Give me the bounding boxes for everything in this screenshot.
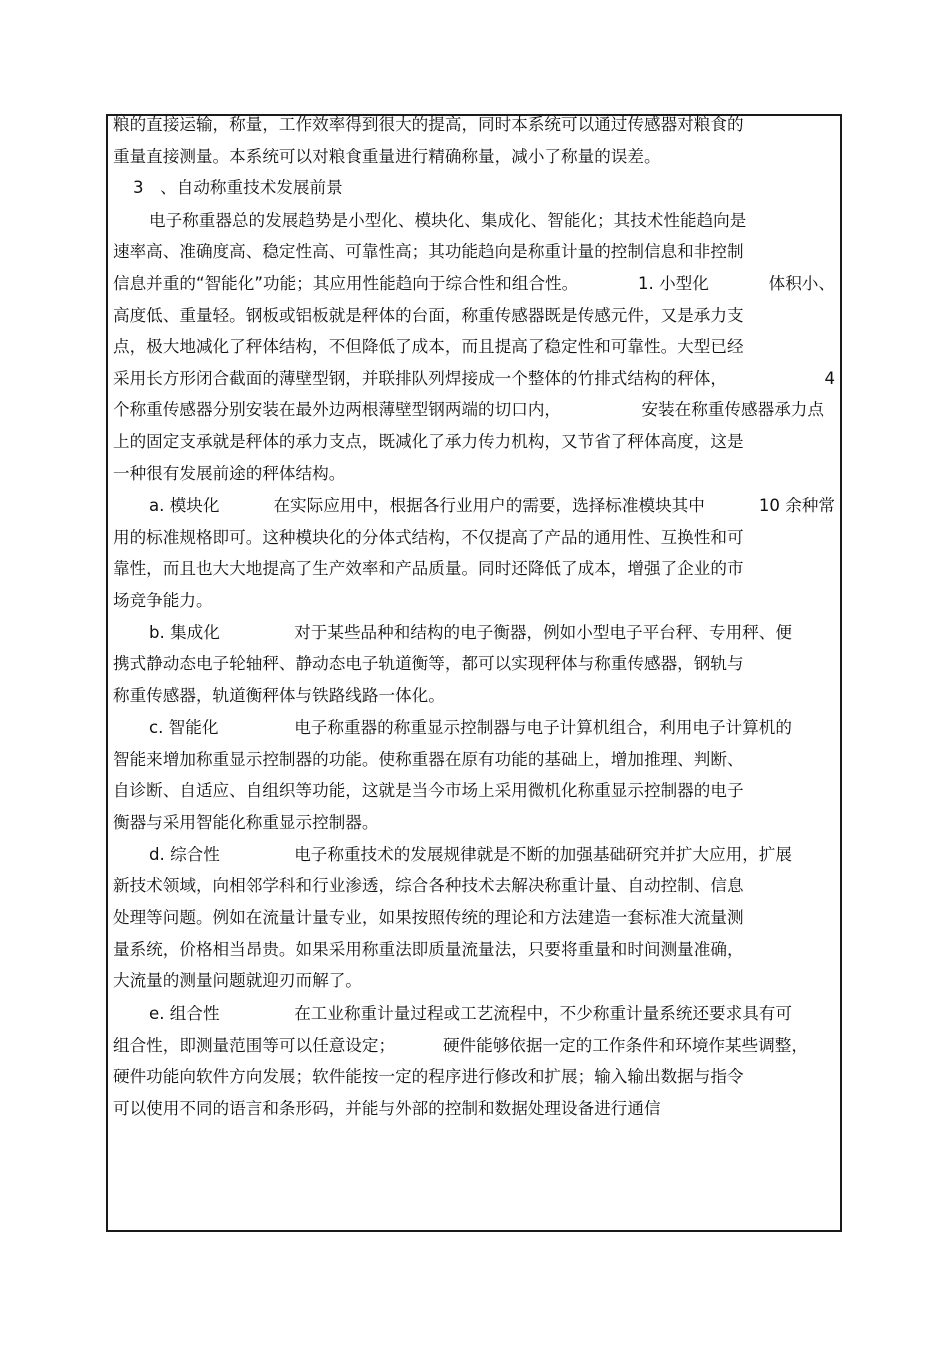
text-line — [149, 842, 792, 868]
text-segment: 电子称重器总的发展趋势是小型化、模块化、集成化、智能化；其技术性能趋向是 — [149, 211, 747, 230]
text-line — [113, 1033, 808, 1059]
text-segment: c. 智能化 — [149, 718, 219, 737]
text-line — [149, 715, 792, 741]
text-segment: 携式静动态电子轮轴秤、静动态电子轨道衡等，都可以实现秤体与称重传感器，钢轨与 — [113, 654, 744, 673]
text-line — [149, 1001, 792, 1027]
text-segment: 硬件功能向软件方向发展；软件能按一定的程序进行修改和扩展；输入输出数据与指令 — [113, 1067, 744, 1086]
text-line — [113, 525, 791, 551]
text-segment: 信息并重的“智能化”功能；其应用性能趋向于综合性和组合性。 — [113, 274, 579, 293]
text-line — [113, 461, 373, 487]
text-line — [133, 175, 373, 201]
text-segment: 采用长方形闭合截面的薄壁型钢，并联排队列焊接成一个整体的竹排式结构的秤体， — [113, 369, 727, 388]
text-line — [113, 937, 783, 963]
text-line — [113, 239, 791, 265]
text-line — [113, 683, 473, 709]
text-line — [113, 271, 835, 297]
text-segment: a. 模块化 — [149, 496, 220, 515]
text-segment: 大流量的测量问题就迎刃而解了。 — [113, 971, 362, 990]
text-segment: 靠性，而且也大大地提高了生产效率和产品质量。同时还降低了成本，增强了企业的市 — [113, 559, 744, 578]
text-segment: e. 组合性 — [149, 1004, 220, 1023]
text-segment: 智能来增加称重显示控制器的功能。使称重器在原有功能的基础上，增加推理、判断、 — [113, 750, 744, 769]
text-segment: 量系统，价格相当昂贵。如果采用称重法即质量流量法，只要将重量和时间测量准确， — [113, 940, 744, 959]
text-segment: d. 综合性 — [149, 845, 220, 864]
text-line — [113, 303, 791, 329]
text-line — [113, 397, 824, 423]
text-segment: 高度低、重量轻。钢板或铝板就是秤体的台面，称重传感器既是传感元件，又是承力支 — [113, 306, 744, 325]
text-segment: 处理等问题。例如在流量计量专业，如果按照传统的理论和方法建造一套标准大流量测 — [113, 908, 744, 927]
text-segment: 1. 小型化 — [637, 274, 709, 293]
text-line — [113, 810, 393, 836]
text-segment: 在实际应用中，根据各行业用户的需要，选择标准模块其中 — [273, 496, 705, 515]
text-line — [113, 1064, 791, 1090]
text-line — [113, 144, 693, 170]
text-line — [113, 747, 783, 773]
text-segment: 电子称重器的称重显示控制器与电子计算机组合，利用电子计算机的 — [294, 718, 792, 737]
text-segment: 点，极大地减化了秤体结构，不但降低了成本，而且提高了稳定性和可靠性。大型已经 — [113, 337, 744, 356]
text-line — [113, 366, 835, 392]
text-segment: 速率高、准确度高、稳定性高、可靠性高；其功能趋向是称重计量的控制信息和非控制 — [113, 242, 744, 261]
text-segment: 10 余种常 — [758, 496, 835, 515]
text-segment: 组合性，即测量范围等可以任意设定； — [113, 1036, 396, 1055]
text-segment: b. 集成化 — [149, 623, 220, 642]
text-line — [113, 905, 791, 931]
text-line — [149, 620, 792, 646]
text-segment: 对于某些品种和结构的电子衡器，例如小型电子平台秤、专用秤、便 — [294, 623, 792, 642]
text-segment: 场竞争能力。 — [113, 591, 213, 610]
text-segment: 安装在称重传感器承力点 — [641, 400, 824, 419]
text-line — [113, 588, 223, 614]
text-segment: 可以使用不同的语言和条形码，并能与外部的控制和数据处理设备进行通信 — [113, 1099, 661, 1118]
text-line — [149, 493, 835, 519]
text-line — [149, 208, 792, 234]
text-segment: 硬件能够依据一定的工作条件和环境作某些调整， — [442, 1036, 808, 1055]
text-segment: 新技术领域，向相邻学科和行业渗透，综合各种技术去解决称重计量、自动控制、信息 — [113, 876, 744, 895]
text-segment: 在工业称重计量过程或工艺流程中，不少称重计量系统还要求具有可 — [294, 1004, 792, 1023]
text-line — [113, 873, 791, 899]
text-line — [113, 334, 791, 360]
text-segment: 衡器与采用智能化称重显示控制器。 — [113, 813, 379, 832]
text-segment: 电子称重技术的发展规律就是不断的加强基础研究并扩大应用，扩展 — [294, 845, 792, 864]
text-segment: 3 、自动称重技术发展前景 — [133, 178, 343, 197]
text-segment: 用的标准规格即可。这种模块化的分体式结构，不仅提高了产品的通用性、互换性和可 — [113, 528, 744, 547]
text-segment: 粮的直接运输，称量，工作效率得到很大的提高，同时本系统可以通过传感器对粮食的 — [113, 115, 744, 134]
text-segment: 称重传感器，轨道衡秤体与铁路线路一体化。 — [113, 686, 445, 705]
text-line — [113, 1096, 713, 1122]
text-segment: 个称重传感器分别安装在最外边两根薄壁型钢两端的切口内， — [113, 400, 562, 419]
text-segment: 4 — [824, 369, 835, 388]
text-line — [113, 651, 791, 677]
text-segment: 自诊断、自适应、自组织等功能，这就是当今市场上采用微机化称重显示控制器的电子 — [113, 781, 744, 800]
text-segment: 重量直接测量。本系统可以对粮食重量进行精确称量，减小了称量的误差。 — [113, 147, 661, 166]
text-line — [113, 556, 791, 582]
text-segment: 体积小、 — [768, 274, 835, 293]
text-segment: 上的固定支承就是秤体的承力支点，既减化了承力传力机构，又节省了秤体高度，这是 — [113, 432, 744, 451]
text-line — [113, 968, 378, 994]
text-segment: 一种很有发展前途的秤体结构。 — [113, 464, 346, 483]
text-line — [113, 112, 791, 138]
text-line — [113, 429, 791, 455]
text-line — [113, 778, 791, 804]
